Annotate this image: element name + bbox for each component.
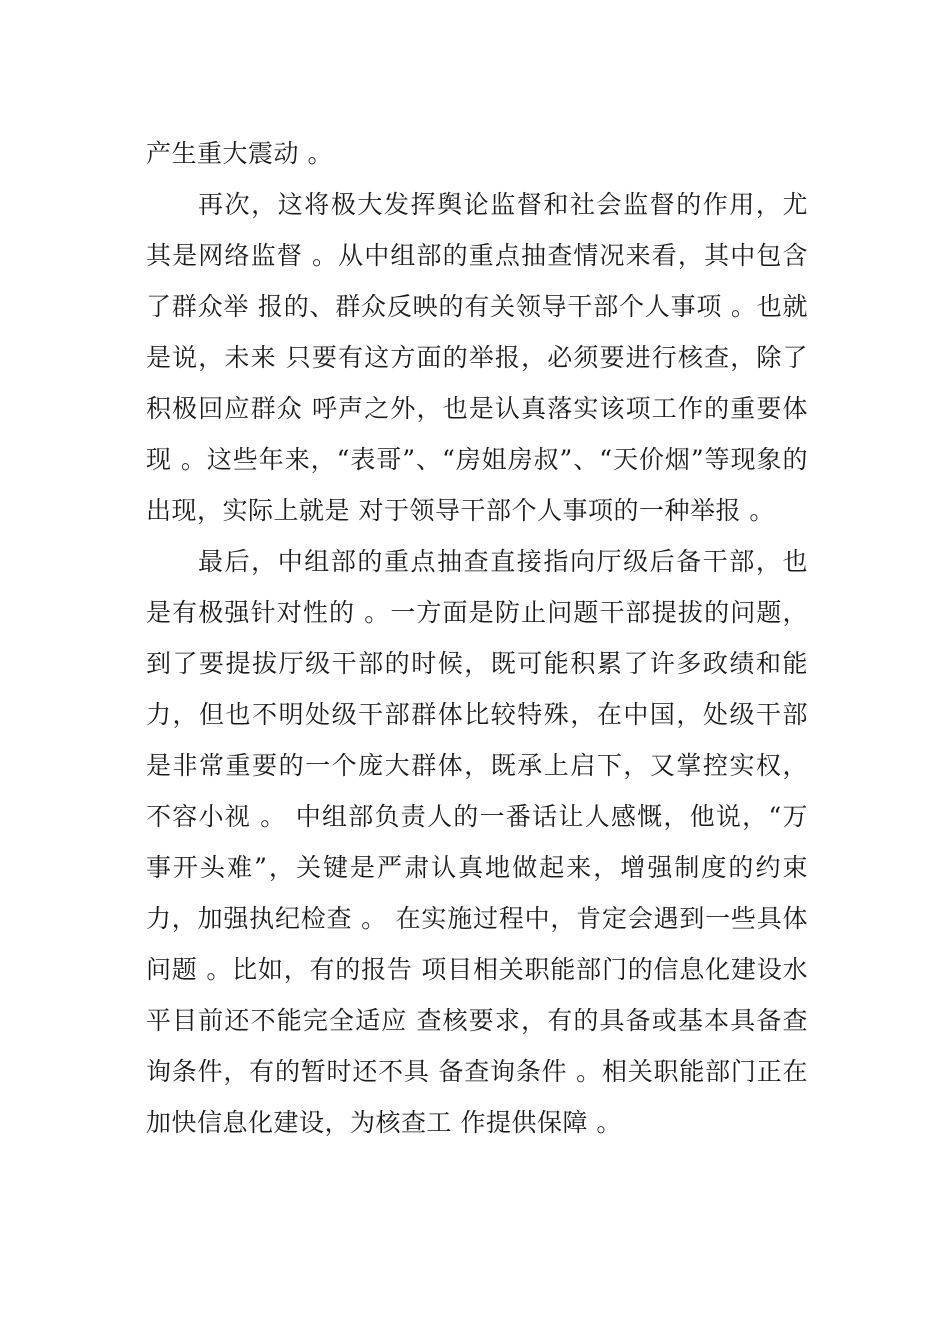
- paragraph-continuation: 产生重大震动 。: [146, 139, 333, 168]
- document-body: [146, 128, 808, 1148]
- paragraph-last: 最后，中组部的重点抽查直接指向厅级后备干部，也是有极强针对性的 。一方面是防止问题干部提拔的问题，到了要提拔厅级干部的时候，既可能积累了许多政绩和能力，但也不明处级干部群体比较特殊，在中国，处级干部是非常重要的一个庞大群体，既承上启下，又掌控实权，不容小视 。 中组部负责人的一番话让人感慨，他说，“万事开头难”，关键是严肃认真地做起来，增强制度的约束力，加强执纪检查 。 在实施过程中，肯定会遇到一些具体问题 。比如，有的报告 项目相关职能部门的信息化建设水平目前还不能完全适应 查核要求，有的具备或基本具备查询条件，有的暂时还不具 备查询条件 。相关职能部门正在加快信息化建设，为核查工 作提供保障 。: [146, 547, 808, 1137]
- paragraph-second: 再次，这将极大发挥舆论监督和社会监督的作用，尤其是网络监督 。从中组部的重点抽查情况来看，其中包含了群众举 报的、群众反映的有关领导干部个人事项 。也就是说，未来 只要有这方面的举报，必须要进行核查，除了积极回应群众 呼声之外，也是认真落实该项工作的重要体现 。这些年来，“表哥”、“房姐房叔”、“天价烟”等现象的出现，实际上就是 对于领导干部个人事项的一种举报 。: [146, 190, 808, 525]
